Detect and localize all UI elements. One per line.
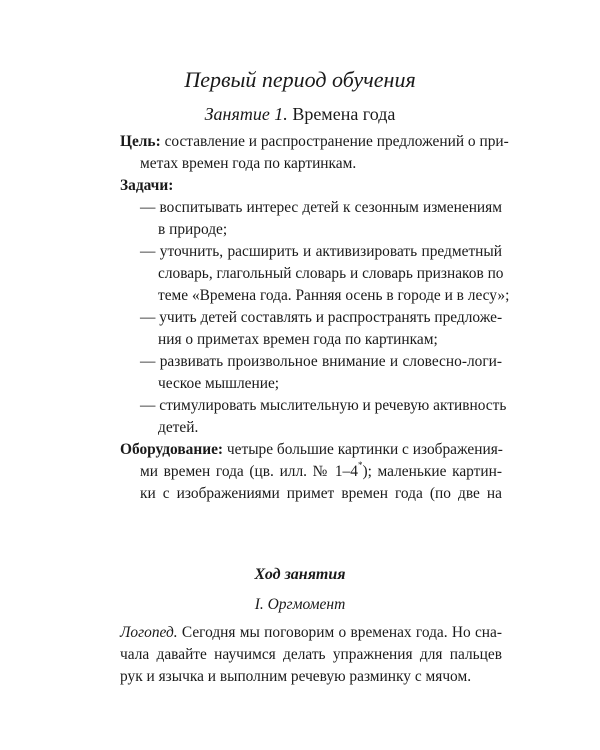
goal-line-1 xyxy=(120,131,509,153)
task-item-1-line-2: в природе; xyxy=(158,221,228,238)
task-item-5-line-1: — стимулировать мыслительную и речевую активность xyxy=(140,397,507,414)
equipment-line-3: ки с изображениями примет времен года (по две на xyxy=(140,485,502,502)
lesson-title xyxy=(0,102,600,126)
dialog-line-2: чала давайте научимся делать упражнения для пальцев xyxy=(120,646,502,663)
course-heading: Ход занятия xyxy=(254,566,346,583)
task-item-2-line-3: теме «Времена года. Ранняя осень в городе и в лесу»; xyxy=(158,287,510,304)
goal-line-2: метах времен года по картинкам. xyxy=(140,155,357,172)
task-item-4-line-1: — развивать произвольное внимание и словесно-логи- xyxy=(140,353,502,370)
task-item-5-line-2: детей. xyxy=(158,419,199,436)
chapter-title: Первый период обучения xyxy=(184,67,416,92)
dialog-line-3: рук и язычка и выполним речевую разминку с мячом. xyxy=(120,668,472,685)
task-item-3-line-1: — учить детей составлять и распространять предложе- xyxy=(140,309,503,326)
task-item-3-line-2: ния о приметах времен года по картинкам; xyxy=(158,331,438,348)
goal-text-1: составление и распространение предложений о при- xyxy=(164,133,509,150)
section-heading: I. Оргмомент xyxy=(254,596,346,613)
equipment-line-1 xyxy=(120,439,502,461)
equipment-label: Оборудование: xyxy=(120,441,224,458)
lesson-prefix: Занятие 1. xyxy=(204,104,288,124)
task-item-2-line-2: словарь, глагольный словарь и словарь признаков по xyxy=(158,265,504,282)
task-item-4-line-2: ческое мышление; xyxy=(158,375,280,392)
footnote-marker: * xyxy=(357,460,363,470)
goal-label: Цель: xyxy=(120,133,161,150)
equipment-text-1: четыре большие картинки с изображения- xyxy=(226,441,503,458)
lesson-name: Времена года xyxy=(292,104,396,124)
dialog-line-1: Логопед. Сегодня мы поговорим о временах года. Но сна- xyxy=(120,624,502,641)
task-item-2-line-1: — уточнить, расширить и активизировать предметный xyxy=(140,243,502,260)
dialog-speaker: Логопед. xyxy=(120,624,178,641)
equipment-line-2: ми времен года (цв. илл. № 1–4*); маленькие картин- xyxy=(140,460,502,480)
tasks-label: Задачи: xyxy=(120,177,174,194)
task-item-1-line-1: — воспитывать интерес детей к сезонным изменениям xyxy=(140,199,502,216)
